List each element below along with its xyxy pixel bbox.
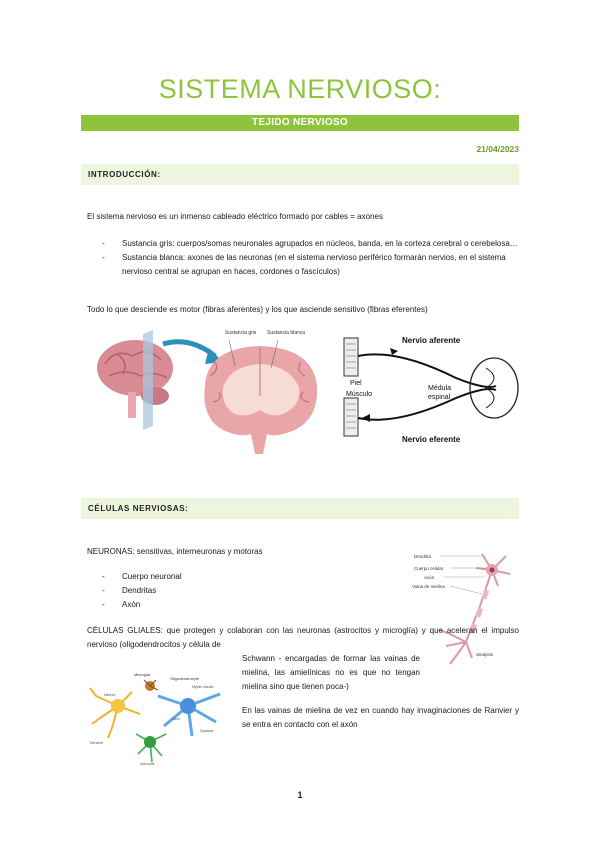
medula-label: Médula bbox=[428, 385, 451, 392]
astrocyte-label: Astrocyte bbox=[140, 762, 155, 766]
afferent-nerve-path bbox=[358, 354, 496, 387]
espinal-label: espinal bbox=[428, 394, 451, 401]
list-item: - Dendritas bbox=[102, 586, 157, 595]
page-title: SISTEMA NERVIOSO: bbox=[158, 74, 442, 104]
piel-label: Piel bbox=[350, 380, 362, 387]
intro-paragraph: El sistema nervioso es un inmenso cableado eléctrico formado por cables = axones bbox=[87, 212, 383, 221]
synapse-label: Synapse bbox=[200, 729, 214, 733]
tissue-blocks bbox=[344, 338, 358, 436]
dendrite-label: Dendrite bbox=[90, 741, 104, 745]
neuronas-line: NEURONAS: sensitivas, interneuronas y motoras bbox=[87, 547, 263, 556]
brain-coronal-section bbox=[204, 346, 317, 454]
list-item: - Sustancia gris: cuerpos/somas neuronales agrupados en núcleos, banda, en la corteza cerebral o cerebelosa… bbox=[102, 239, 518, 248]
ranvier-paragraph: En las vainas de mielina de vez en cuando hay invaginaciones de Ranvier y se entra en contacto con el axón bbox=[242, 706, 519, 729]
glial-cells-figure bbox=[88, 666, 238, 766]
list-item: - Cuerpo neuronal bbox=[102, 572, 182, 581]
nervio-eferente-label: Nervio eferente bbox=[402, 435, 461, 444]
nervio-aferente-label: Nervio aferente bbox=[402, 336, 461, 345]
neuron-body bbox=[111, 699, 125, 713]
axon-label-en: Axon bbox=[172, 717, 180, 721]
sustancia-blanca-label: Sustancia blanca bbox=[267, 330, 306, 336]
date: 21/04/2023 bbox=[476, 144, 519, 154]
schwann-paragraph: Schwann - encargadas de formar las vainas de mielina, las amielínicas no es que no tengan mielina sino que tienen poca-) bbox=[242, 654, 420, 691]
brain-figure bbox=[95, 326, 325, 456]
section-heading-celulas: CÉLULAS NERVIOSAS: bbox=[81, 498, 519, 519]
neuron-parts-list bbox=[87, 570, 387, 612]
vaina-label: Vaina de mielina bbox=[412, 584, 445, 589]
arrow bbox=[163, 342, 215, 356]
gliales-paragraph: CÉLULAS GLIALES: que protegen y colaboran con las neuronas (astrocitos y microglía) y que aceleran el impulso nervioso (oligodendrocitos y célula de bbox=[87, 626, 519, 649]
cuerpo-label: Cuerpo celular bbox=[414, 566, 444, 571]
page-number: 1 bbox=[297, 790, 303, 800]
sustancia-gris-label: Sustancia gris bbox=[225, 330, 257, 336]
efferent-nerve-path bbox=[358, 389, 496, 420]
brain-side-view bbox=[97, 340, 173, 418]
sinapsis-label: Sinapsis bbox=[476, 652, 494, 657]
motor-sensitive-note: Todo lo que desciende es motor (fibras aferentes) y los que asciende sensitivo (fibras eferentes) bbox=[87, 305, 428, 314]
section-plane bbox=[143, 330, 153, 430]
list-item: - Axón bbox=[102, 600, 141, 609]
intro-bullet-list bbox=[87, 237, 519, 279]
spinal-cord-section bbox=[470, 358, 518, 418]
list-item: - Sustancia blanca: axones de las neuronas (en el sistema nervioso periférico formarán nervios, en el sistema nervioso central se agrupan en haces, cordones o fascículos) bbox=[102, 253, 506, 276]
microglia-label: Microglia bbox=[134, 672, 151, 677]
subtitle-bar: TEJIDO NERVIOSO bbox=[81, 115, 519, 131]
oligodendrocyte-label: Oligodendrocyte bbox=[170, 676, 200, 681]
neuron-label: Neuron bbox=[104, 693, 116, 697]
dendrita-label: Dendrita bbox=[414, 554, 432, 559]
musculo-label: Músculo bbox=[346, 391, 373, 398]
spinal-reflex-figure bbox=[336, 328, 520, 446]
section-heading-introduccion: INTRODUCCIÓN: bbox=[81, 164, 519, 185]
axon-label: Axón bbox=[424, 575, 435, 580]
myelin-label: Myelin sheath bbox=[192, 685, 214, 689]
